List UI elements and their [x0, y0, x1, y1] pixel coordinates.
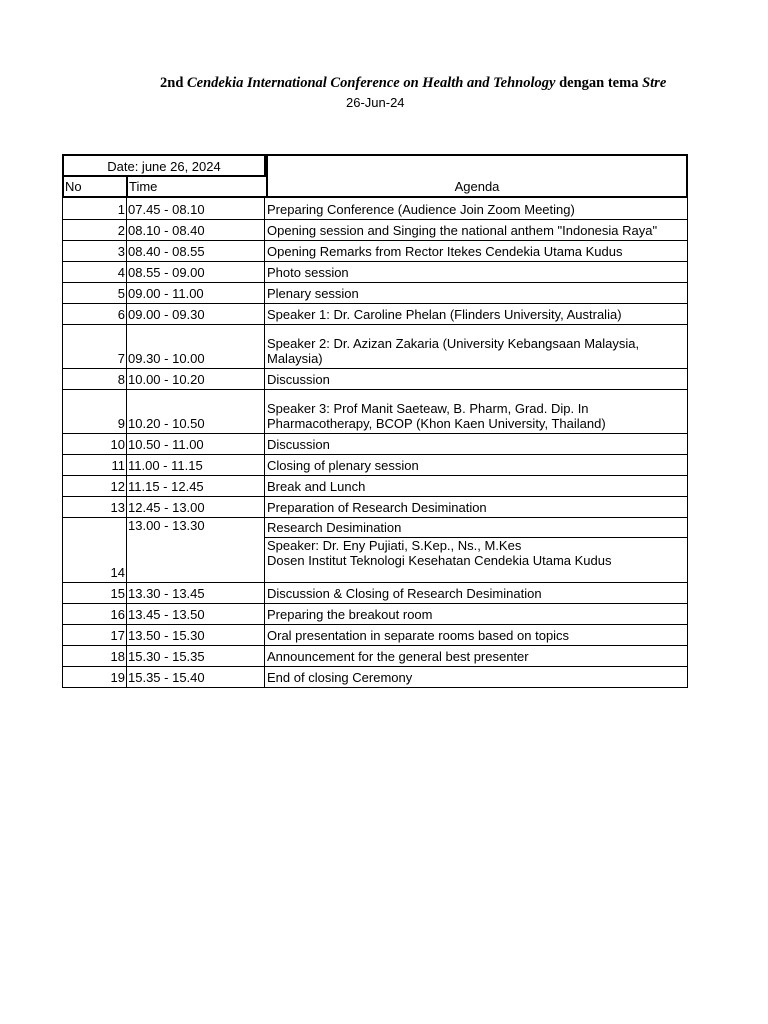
- row-time: 08.10 - 08.40: [127, 219, 265, 240]
- row-agenda: Closing of plenary session: [265, 454, 688, 475]
- row-number: 2: [63, 219, 127, 240]
- table-row: [63, 645, 688, 666]
- table-row: [63, 582, 688, 603]
- table-row: [63, 454, 688, 475]
- row-number: 10: [63, 433, 127, 454]
- row-number: 15: [63, 582, 127, 603]
- row-agenda: Opening session and Singing the national anthem "Indonesia Raya": [265, 219, 688, 240]
- row-agenda: Preparation of Research Desimination: [265, 496, 688, 517]
- table-row: [63, 603, 688, 624]
- row-agenda: Preparing the breakout room: [265, 603, 688, 624]
- row-number: 18: [63, 645, 127, 666]
- table-row: [63, 198, 688, 219]
- table-row: [63, 389, 688, 433]
- row-time: 13.45 - 13.50: [127, 603, 265, 624]
- row-time: 08.55 - 09.00: [127, 261, 265, 282]
- row-number: 1: [63, 198, 127, 219]
- row-number: 13: [63, 496, 127, 517]
- row-number: 16: [63, 603, 127, 624]
- conference-title: [160, 73, 688, 93]
- row-agenda: [265, 517, 688, 582]
- row-time: 07.45 - 08.10: [127, 198, 265, 219]
- row-number: 4: [63, 261, 127, 282]
- row-agenda: End of closing Ceremony: [265, 666, 688, 687]
- table-row: [63, 475, 688, 496]
- row-time: 09.30 - 10.00: [127, 324, 265, 368]
- table-row: [63, 368, 688, 389]
- row-number: 19: [63, 666, 127, 687]
- row-time: 13.50 - 15.30: [127, 624, 265, 645]
- row-time: 15.30 - 15.35: [127, 645, 265, 666]
- table-row: [63, 303, 688, 324]
- agenda-header-cell: [266, 154, 688, 198]
- row-time: 12.45 - 13.00: [127, 496, 265, 517]
- row-agenda: Speaker 1: Dr. Caroline Phelan (Flinders University, Australia): [265, 303, 688, 324]
- row-agenda-affiliation: Dosen Institut Teknologi Kesehatan Cendekia Utama Kudus: [267, 552, 612, 568]
- row-agenda: Plenary session: [265, 282, 688, 303]
- row-agenda: Break and Lunch: [265, 475, 688, 496]
- row-time: 08.40 - 08.55: [127, 240, 265, 261]
- agenda-header-label: Agenda: [454, 179, 500, 194]
- row-agenda: Speaker 2: Dr. Azizan Zakaria (University Kebangsaan Malaysia, Malaysia): [265, 324, 688, 368]
- table-row: [63, 666, 688, 687]
- row-agenda: Announcement for the general best presenter: [265, 645, 688, 666]
- row-number: 3: [63, 240, 127, 261]
- table-row: [63, 261, 688, 282]
- row-number: 11: [63, 454, 127, 475]
- table-row: [63, 219, 688, 240]
- no-header-cell: No: [62, 175, 128, 198]
- row-number: 12: [63, 475, 127, 496]
- row-agenda-speaker: Speaker: Dr. Eny Pujiati, S.Kep., Ns., M.Kes: [267, 537, 522, 553]
- row-time: 09.00 - 09.30: [127, 303, 265, 324]
- table-row: [63, 324, 688, 368]
- row-time: 13.30 - 13.45: [127, 582, 265, 603]
- row-number: 9: [63, 389, 127, 433]
- title-conference-name: Cendekia International Conference on Health and Tehnology: [187, 75, 556, 91]
- schedule-header: [62, 154, 688, 198]
- row-number: 7: [63, 324, 127, 368]
- table-row: [63, 624, 688, 645]
- row-agenda: Oral presentation in separate rooms based on topics: [265, 624, 688, 645]
- time-header-cell: Time: [126, 175, 268, 198]
- row-number: 17: [63, 624, 127, 645]
- date-label-cell: Date: june 26, 2024: [62, 154, 266, 177]
- table-row: [63, 433, 688, 454]
- title-middle: dengan tema: [559, 75, 639, 91]
- table-row: [63, 517, 688, 582]
- title-theme-fragment: Stre: [642, 75, 667, 91]
- row-agenda: Speaker 3: Prof Manit Saeteaw, B. Pharm, Grad. Dip. In Pharmacotherapy, BCOP (Khon Kaen University, Thailand): [265, 389, 688, 433]
- row-agenda-title: Research Desimination: [265, 520, 687, 538]
- table-row: [63, 282, 688, 303]
- row-number: 6: [63, 303, 127, 324]
- row-time: 11.00 - 11.15: [127, 454, 265, 475]
- title-prefix: 2nd: [160, 75, 184, 91]
- row-agenda: Discussion: [265, 368, 688, 389]
- schedule-table: [62, 154, 688, 688]
- row-agenda: Opening Remarks from Rector Itekes Cendekia Utama Kudus: [265, 240, 688, 261]
- row-time: 10.50 - 11.00: [127, 433, 265, 454]
- row-time: 13.00 - 13.30: [127, 517, 265, 582]
- event-date: 26-Jun-24: [346, 95, 405, 110]
- row-number: 14: [63, 517, 127, 582]
- row-agenda: Discussion: [265, 433, 688, 454]
- row-time: 10.00 - 10.20: [127, 368, 265, 389]
- row-time: 15.35 - 15.40: [127, 666, 265, 687]
- schedule-rows: [62, 198, 688, 688]
- table-row: [63, 496, 688, 517]
- row-time: 09.00 - 11.00: [127, 282, 265, 303]
- row-agenda: Photo session: [265, 261, 688, 282]
- row-agenda: Discussion & Closing of Research Desimination: [265, 582, 688, 603]
- row-time: 11.15 - 12.45: [127, 475, 265, 496]
- row-time: 10.20 - 10.50: [127, 389, 265, 433]
- row-agenda: Preparing Conference (Audience Join Zoom Meeting): [265, 198, 688, 219]
- row-number: 5: [63, 282, 127, 303]
- row-number: 8: [63, 368, 127, 389]
- table-row: [63, 240, 688, 261]
